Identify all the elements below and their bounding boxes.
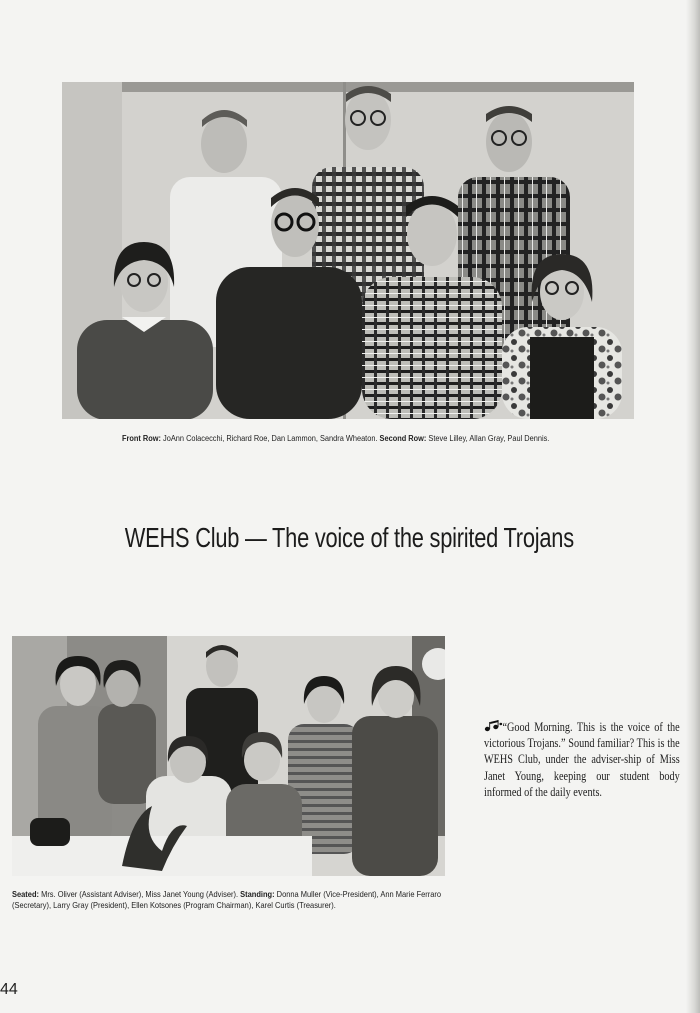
bottom-photo-caption <box>12 889 447 910</box>
standing-names: Donna Muller (Vice-President), Ann Marie Ferraro (Secretary), Larry Gray (President), Ellen Kotsones (Program Chairman), Karel Curtis (Treasurer). <box>12 889 442 910</box>
second-row-names: Steve Lilley, Allan Gray, Paul Dennis. <box>426 433 550 443</box>
group-photo-bottom <box>12 636 445 876</box>
group-photo-bottom-image <box>12 636 445 876</box>
seated-names: Mrs. Oliver (Assistant Adviser), Miss Janet Young (Adviser). <box>39 889 241 899</box>
story-paragraph <box>484 719 680 800</box>
front-row-label: Front Row: <box>122 433 162 443</box>
top-photo-caption <box>122 433 550 444</box>
page-edge-shadow <box>686 0 700 1013</box>
page-title: WEHS Club — The voice of the spirited Trojans <box>124 522 574 553</box>
group-photo-top-image <box>62 82 634 419</box>
group-photo-top <box>62 82 634 419</box>
music-notes-icon <box>484 720 502 732</box>
seated-label: Seated: <box>12 889 40 899</box>
front-row-names: JoAnn Colacecchi, Richard Roe, Dan Lammon, Sandra Wheaton. <box>161 433 380 443</box>
second-row-label: Second Row: <box>379 433 427 443</box>
story-text: “Good Morning. This is the voice of the victorious Trojans.” Sound familiar? This is the WEHS Club, under the adviser-ship of Miss Janet Young, keeping our student body informed of the daily events. <box>484 720 680 799</box>
page-number: 44 <box>0 981 18 998</box>
standing-label: Standing: <box>240 889 275 899</box>
